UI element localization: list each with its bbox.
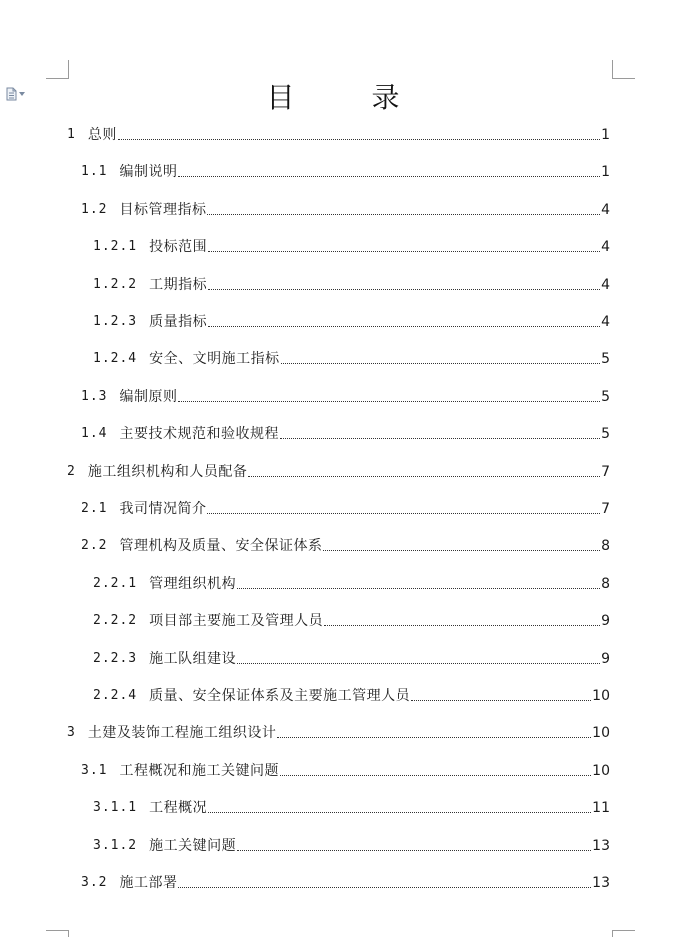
toc-entry-title: 工期指标	[149, 277, 208, 293]
toc-entry[interactable]	[93, 273, 610, 295]
toc-entry-number: 1.2	[81, 202, 108, 217]
toc-entry-page-number: 7	[601, 501, 610, 517]
toc-entry-title: 项目部主要施工及管理人员	[149, 613, 324, 629]
toc-dot-leader	[280, 775, 591, 776]
toc-entry-page-number: 5	[601, 351, 610, 367]
toc-entry-title: 质量、安全保证体系及主要施工管理人员	[149, 688, 411, 704]
toc-entry-number: 1.4	[81, 426, 108, 441]
toc-entry-number: 2.2	[81, 538, 108, 553]
toc-entry-page-number: 4	[601, 239, 610, 255]
toc-dot-leader	[237, 588, 600, 589]
toc-dot-leader	[208, 251, 600, 252]
toc-entry[interactable]	[93, 572, 610, 594]
toc-entry-page-number: 10	[592, 725, 610, 741]
toc-entry[interactable]	[81, 497, 610, 519]
toc-dot-leader	[281, 363, 600, 364]
toc-entry-title: 工程概况和施工关键问题	[119, 763, 279, 779]
toc-entry-title: 管理机构及质量、安全保证体系	[119, 538, 323, 554]
toc-entry-page-number: 1	[601, 127, 610, 143]
toc-entry-number: 1.2.3	[93, 314, 138, 329]
toc-entry-number: 1.2.2	[93, 277, 138, 292]
toc-entry[interactable]	[93, 796, 610, 818]
toc-entry-title: 总则	[87, 127, 117, 143]
toc-dot-leader	[118, 139, 600, 140]
toc-entry[interactable]	[93, 347, 610, 369]
toc-entry-number: 2	[67, 464, 76, 479]
toc-entry-title: 编制原则	[119, 389, 178, 405]
toc-entry-title: 管理组织机构	[149, 576, 237, 592]
toc-title: 目 录	[266, 81, 434, 114]
toc-entry-page-number: 5	[601, 426, 610, 442]
toc-dot-leader	[237, 663, 600, 664]
toc-entry-number: 1	[67, 127, 76, 142]
toc-dot-leader	[208, 289, 600, 290]
toc-entry-title: 施工组织机构和人员配备	[87, 464, 248, 480]
toc-entry[interactable]	[93, 834, 610, 856]
toc-entry-title: 主要技术规范和验收规程	[119, 426, 279, 442]
toc-entry-number: 1.1	[81, 164, 108, 179]
toc-entry-number: 1.3	[81, 389, 108, 404]
toc-dot-leader	[208, 812, 591, 813]
toc-dot-leader	[280, 438, 600, 439]
toc-entry-title: 质量指标	[149, 314, 208, 330]
toc-entry[interactable]	[93, 235, 610, 257]
toc-dot-leader	[208, 326, 600, 327]
toc-dot-leader	[178, 176, 600, 177]
toc-entry-number: 1.2.1	[93, 239, 138, 254]
toc-dot-leader	[324, 625, 600, 626]
toc-entry-title: 施工关键问题	[149, 838, 237, 854]
toc-entry[interactable]	[81, 385, 610, 407]
toc-entry-page-number: 11	[592, 800, 610, 816]
toc-entry-title: 施工队组建设	[149, 651, 237, 667]
toc-entry[interactable]	[81, 160, 610, 182]
toc-entry[interactable]	[67, 460, 610, 482]
toc-entry-page-number: 4	[601, 277, 610, 293]
toc-entry-number: 2.1	[81, 501, 108, 516]
toc-entry-page-number: 5	[601, 389, 610, 405]
toc-entry-page-number: 10	[592, 763, 610, 779]
toc-dot-leader	[277, 737, 591, 738]
toc-entry-page-number: 1	[601, 164, 610, 180]
toc-entry-page-number: 9	[601, 613, 610, 629]
margin-mark-bottom-right	[612, 930, 635, 937]
toc-entry-title: 工程概况	[149, 800, 208, 816]
margin-mark-bottom-left	[46, 930, 69, 937]
toc-entry-number: 1.2.4	[93, 351, 138, 366]
toc-entry[interactable]	[93, 647, 610, 669]
toc-entry[interactable]	[81, 534, 610, 556]
toc-entry-page-number: 13	[592, 875, 610, 891]
toc-dot-leader	[178, 401, 600, 402]
toc-entry[interactable]	[93, 609, 610, 631]
toc-entry-number: 3	[67, 725, 76, 740]
toc-entry[interactable]	[93, 310, 610, 332]
toc-entry-page-number: 4	[601, 202, 610, 218]
toc-dot-leader	[248, 476, 600, 477]
toc-entry-number: 3.1.2	[93, 838, 138, 853]
toc-entry-title: 土建及装饰工程施工组织设计	[87, 725, 277, 741]
toc-entry[interactable]	[67, 721, 610, 743]
toc-entry-title: 编制说明	[119, 164, 178, 180]
toc-entry-title: 目标管理指标	[119, 202, 207, 218]
toc-entry-title: 施工部署	[119, 875, 178, 891]
toc-entry-number: 2.2.2	[93, 613, 138, 628]
toc-entry-title: 投标范围	[149, 239, 208, 255]
toc-entry-title: 安全、文明施工指标	[149, 351, 280, 367]
toc-entry-page-number: 13	[592, 838, 610, 854]
toc-entry-title: 我司情况简介	[119, 501, 207, 517]
toc-entry-page-number: 8	[601, 576, 610, 592]
toc-entry[interactable]	[81, 759, 610, 781]
toc-dot-leader	[411, 700, 591, 701]
toc-dot-leader	[207, 513, 600, 514]
toc-entry[interactable]	[81, 422, 610, 444]
toc-dot-leader	[237, 850, 591, 851]
toc-entry-page-number: 4	[601, 314, 610, 330]
toc-dot-leader	[178, 887, 591, 888]
toc-entry[interactable]	[81, 198, 610, 220]
toc-entry-number: 2.2.1	[93, 576, 138, 591]
toc-dot-leader	[323, 550, 600, 551]
toc-entry-number: 2.2.3	[93, 651, 138, 666]
toc-entry[interactable]	[67, 123, 610, 145]
toc-entry-page-number: 10	[592, 688, 610, 704]
toc-entry[interactable]	[81, 871, 610, 893]
toc-entry-number: 2.2.4	[93, 688, 138, 703]
toc-entry-page-number: 9	[601, 651, 610, 667]
toc-entry-page-number: 7	[601, 464, 610, 480]
toc-dot-leader	[207, 214, 600, 215]
toc-entry-number: 3.1.1	[93, 800, 138, 815]
toc-entry-number: 3.1	[81, 763, 108, 778]
toc-entry[interactable]	[93, 684, 610, 706]
toc-entry-number: 3.2	[81, 875, 108, 890]
toc-entry-page-number: 8	[601, 538, 610, 554]
